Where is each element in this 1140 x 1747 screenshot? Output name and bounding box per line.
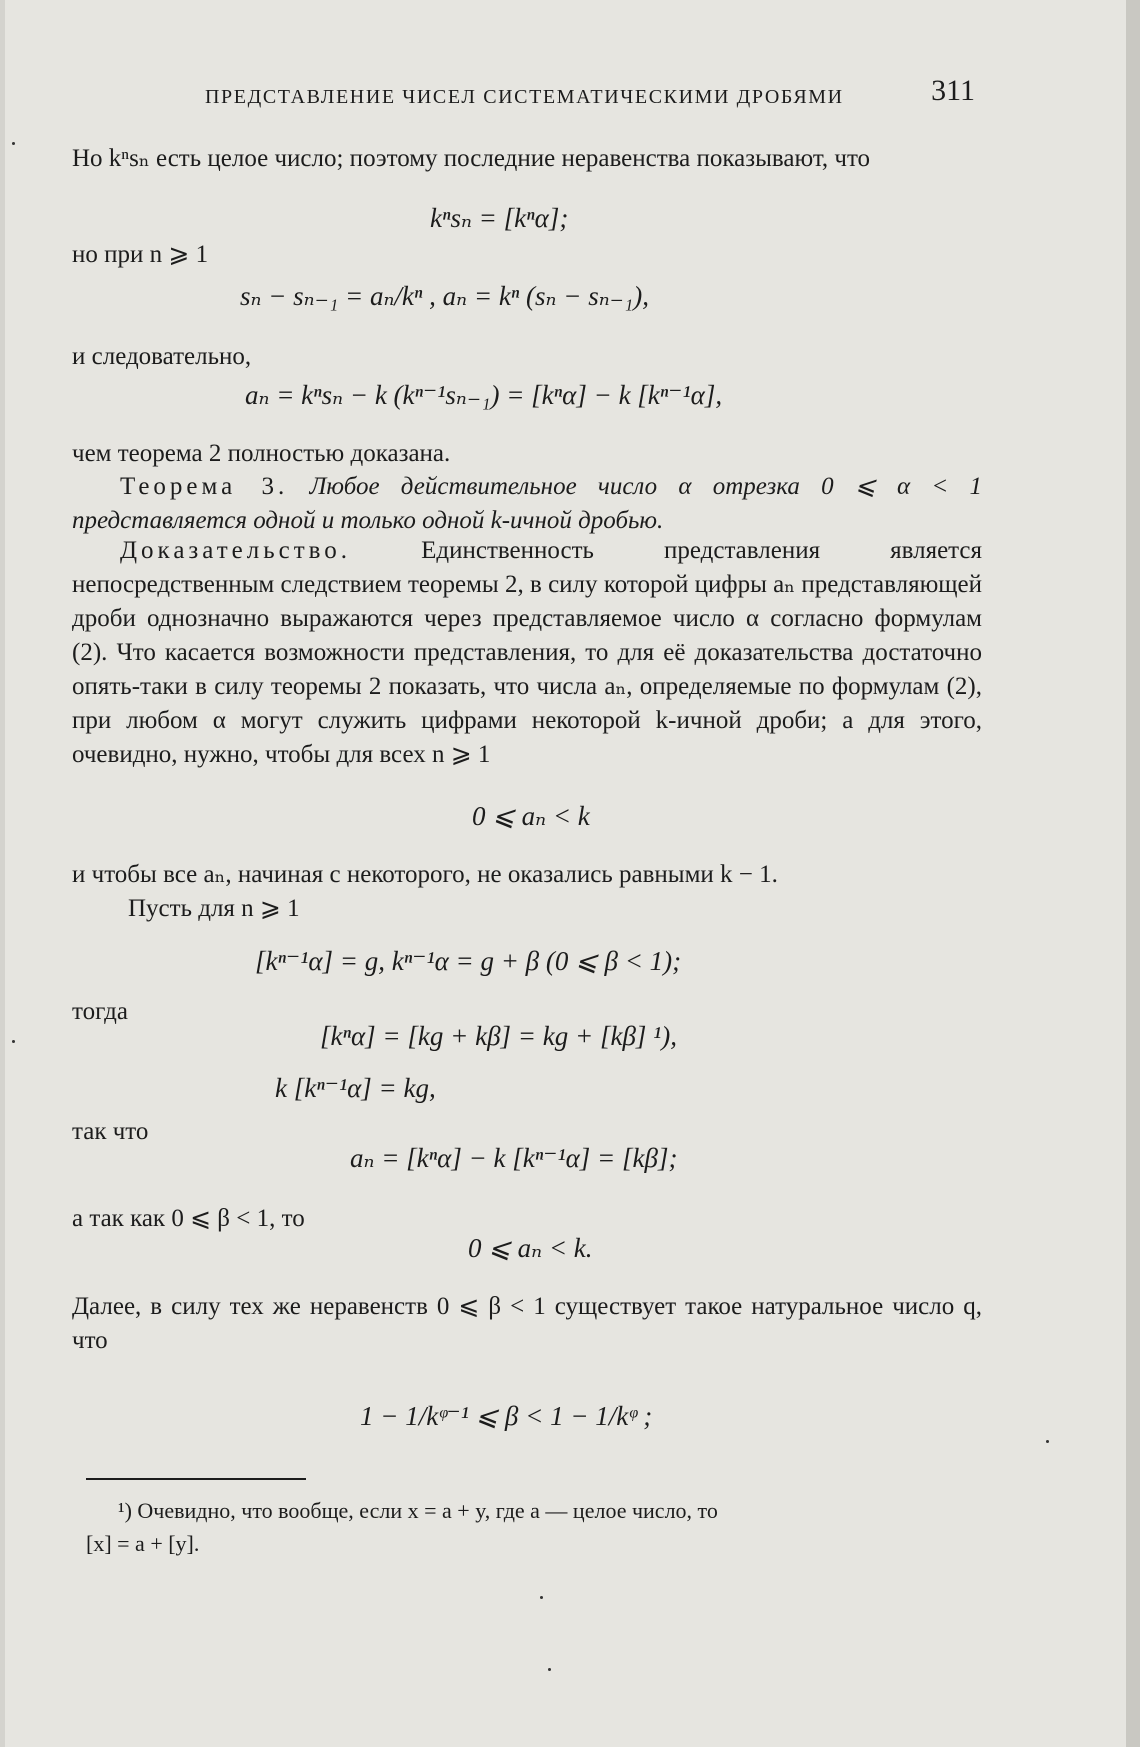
speck (12, 142, 15, 145)
speck (548, 1668, 551, 1671)
text-line-9: а так как 0 ⩽ β < 1, то (72, 1205, 305, 1232)
footnote-line-1: ¹) Очевидно, что вообще, если x = a + y, где a — целое число, то (118, 1498, 718, 1523)
page-left-edge (0, 0, 5, 1747)
paragraph-10: Далее, в силу тех же неравенств 0 ⩽ β < 1 существует такое натуральное число q, что (72, 1293, 982, 1354)
page-number: 311 (931, 74, 975, 107)
equation-1: kⁿsₙ = [kⁿα]; (430, 203, 569, 233)
text-line-8: так что (72, 1118, 149, 1145)
speck (12, 1040, 15, 1043)
page-header (205, 74, 975, 114)
equation-4: 0 ⩽ aₙ < k (472, 801, 590, 831)
text-line-2: но при n ⩾ 1 (72, 241, 209, 268)
paragraph-1: Но kⁿsₙ есть целое число; поэтому последние неравенства показывают, что (72, 145, 871, 172)
text-line-3: и следовательно, (72, 343, 252, 370)
equation-9: 0 ⩽ aₙ < k. (468, 1233, 593, 1263)
footnote-line-2: [x] = a + [y]. (86, 1531, 200, 1556)
text-line-5: и чтобы все aₙ, начиная с некоторого, не оказались равными k − 1. (72, 861, 778, 888)
equation-8: aₙ = [kⁿα] − k [kⁿ⁻¹α] = [kβ]; (350, 1143, 678, 1173)
equation-5: [kⁿ⁻¹α] = g, kⁿ⁻¹α = g + β (0 ⩽ β < 1); (255, 946, 682, 976)
speck (1046, 1440, 1049, 1443)
theorem-label: Теорема 3. (120, 473, 289, 500)
page-right-edge (1126, 0, 1140, 1747)
theorem-3 (72, 470, 982, 538)
proof-label: Доказательство. (120, 537, 352, 564)
text-line-4: чем теорема 2 полностью доказана. (72, 440, 451, 467)
text-line-6: Пусть для n ⩾ 1 (128, 895, 300, 922)
equation-2: sₙ − sₙ₋₁ = aₙ/kⁿ , aₙ = kⁿ (sₙ − sₙ₋₁), (240, 281, 650, 311)
speck (540, 1596, 543, 1599)
equation-6: [kⁿα] = [kg + kβ] = kg + [kβ] ¹), (320, 1021, 677, 1051)
proof-paragraph (72, 534, 982, 772)
equation-7: k [kⁿ⁻¹α] = kg, (275, 1073, 436, 1103)
proof-text: Единственность представления является непосредственным следствием теоремы 2, в силу которой цифры aₙ представляющей дроби однозначно выражаются через представляемое число α согласно формулам (2). Что касается возможности представления, то для её доказательства достаточно опять-таки в силу теоремы 2 показать, что числа aₙ, определяемые по формулам (2), при любом α могут служить цифрами некоторой k-ичной дроби; а для этого, очевидно, нужно, чтобы для всех n ⩾ 1 (72, 537, 983, 768)
theorem-text: Любое действительное число α отрезка 0 ⩽ α < 1 представляется одной и только одной k-ичной дробью. (72, 473, 982, 534)
running-title: ПРЕДСТАВЛЕНИЕ ЧИСЕЛ СИСТЕМАТИЧЕСКИМИ ДРОБЯМИ (205, 86, 844, 108)
footnote-rule (86, 1478, 306, 1480)
text-line-7: тогда (72, 998, 128, 1025)
equation-3: aₙ = kⁿsₙ − k (kⁿ⁻¹sₙ₋₁) = [kⁿα] − k [kⁿ⁻¹α], (245, 380, 723, 410)
equation-10: 1 − 1/kᵠ⁻¹ ⩽ β < 1 − 1/kᵠ ; (360, 1401, 653, 1431)
